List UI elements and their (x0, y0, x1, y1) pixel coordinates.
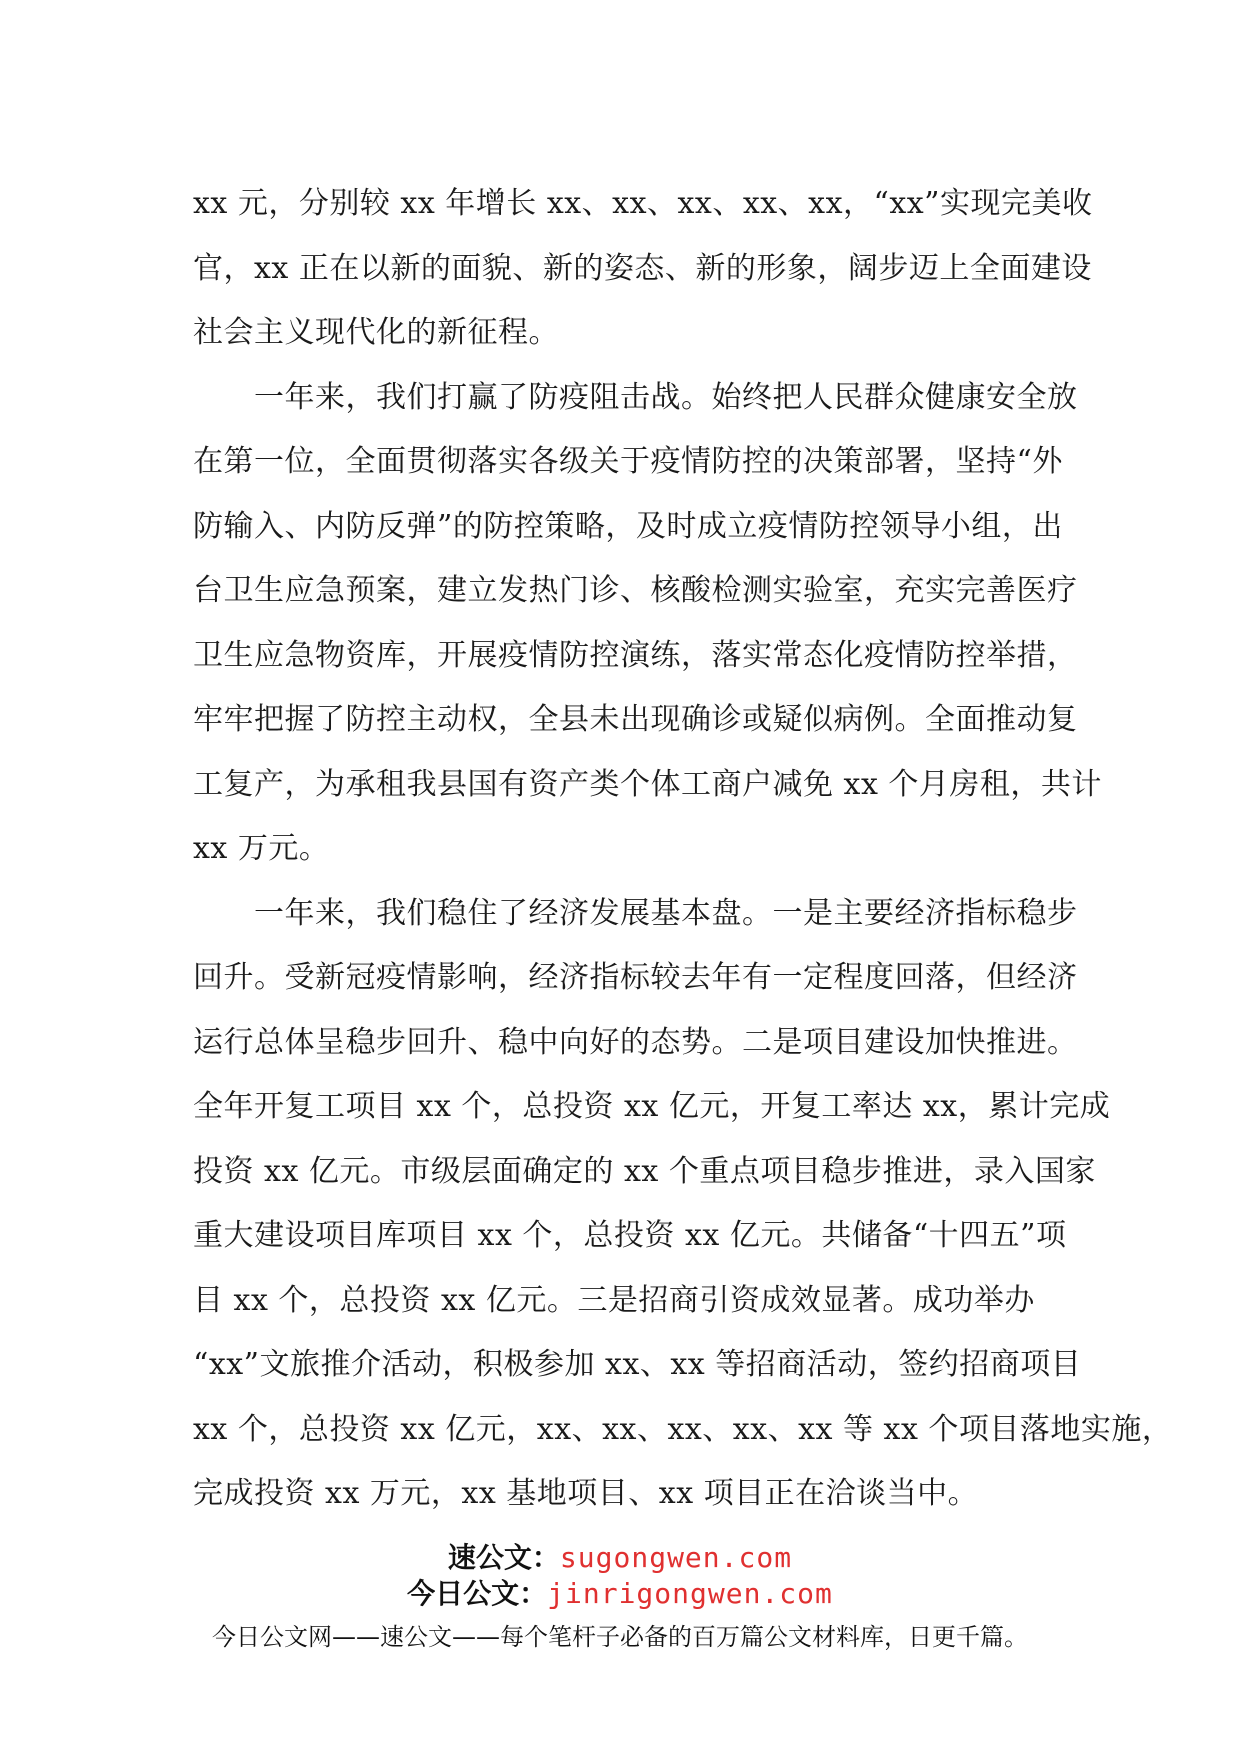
body-line: 一年来，我们稳住了经济发展基本盘。一是主要经济指标稳步 (193, 895, 1078, 931)
body-line: 在第一位，全面贯彻落实各级关于疫情防控的决策部署，坚持“外 (193, 444, 1063, 479)
body-line: 卫生应急物资库，开展疫情防控演练，落实常态化疫情防控举措， (193, 637, 1078, 673)
body-line: 回升。受新冠疫情影响，经济指标较去年有一定程度回落，但经济 (193, 960, 1078, 995)
sugongwen-row (0, 1540, 1240, 1576)
jinrigongwen-row (0, 1576, 1240, 1612)
body-line: “xx”文旅推介活动，积极参加 xx、xx 等招商活动，签约招商项目 (193, 1347, 1082, 1382)
body-line: 完成投资 xx 万元，xx 基地项目、xx 项目正在洽谈当中。 (193, 1476, 979, 1511)
body-line: 目 xx 个，总投资 xx 亿元。三是招商引资成效显著。成功举办 (193, 1282, 1035, 1318)
body-line: 台卫生应急预案，建立发热门诊、核酸检测实验室，充实完善医疗 (193, 573, 1078, 608)
body-line: 重大建设项目库项目 xx 个，总投资 xx 亿元。共储备“十四五”项 (193, 1218, 1067, 1253)
body-line: 官，xx 正在以新的面貌、新的姿态、新的形象，阔步迈上全面建设 (193, 250, 1092, 286)
sugongwen-link[interactable]: sugongwen.com (559, 1541, 793, 1574)
body-line: xx 万元。 (193, 831, 330, 866)
watermark-footer (0, 1540, 1240, 1654)
body-line: 全年开复工项目 xx 个，总投资 xx 亿元，开复工率达 xx，累计完成 (193, 1089, 1111, 1124)
body-line: xx 元，分别较 xx 年增长 xx、xx、xx、xx、xx，“xx”实现完美收 (193, 186, 1093, 221)
body-line: 牢牢把握了防控主动权，全县未出现确诊或疑似病例。全面推动复 (193, 702, 1078, 737)
body-line: 运行总体呈稳步回升、稳中向好的态势。二是项目建设加快推进。 (193, 1024, 1078, 1060)
body-line: 一年来，我们打赢了防疫阻击战。始终把人民群众健康安全放 (193, 379, 1078, 415)
document-body (193, 172, 1173, 1527)
body-line: 投资 xx 亿元。市级层面确定的 xx 个重点项目稳步推进，录入国家 (193, 1153, 1096, 1189)
sugongwen-label: 速公文： (447, 1541, 560, 1574)
jinrigongwen-label: 今日公文： (407, 1577, 548, 1610)
body-line: xx 个，总投资 xx 亿元，xx、xx、xx、xx、xx 等 xx 个项目落地实施， (193, 1411, 1173, 1447)
body-line: 工复产，为承租我县国有资产类个体工商户减免 xx 个月房租，共计 (193, 766, 1102, 802)
body-line: 社会主义现代化的新征程。 (193, 315, 559, 350)
jinrigongwen-link[interactable]: jinrigongwen.com (547, 1577, 833, 1610)
footer-slogan: 今日公文网——速公文——每个笔杆子必备的百万篇公文材料库，日更千篇。 (212, 1623, 1028, 1651)
body-line: 防输入、内防反弹”的防控策略，及时成立疫情防控领导小组，出 (193, 508, 1063, 544)
